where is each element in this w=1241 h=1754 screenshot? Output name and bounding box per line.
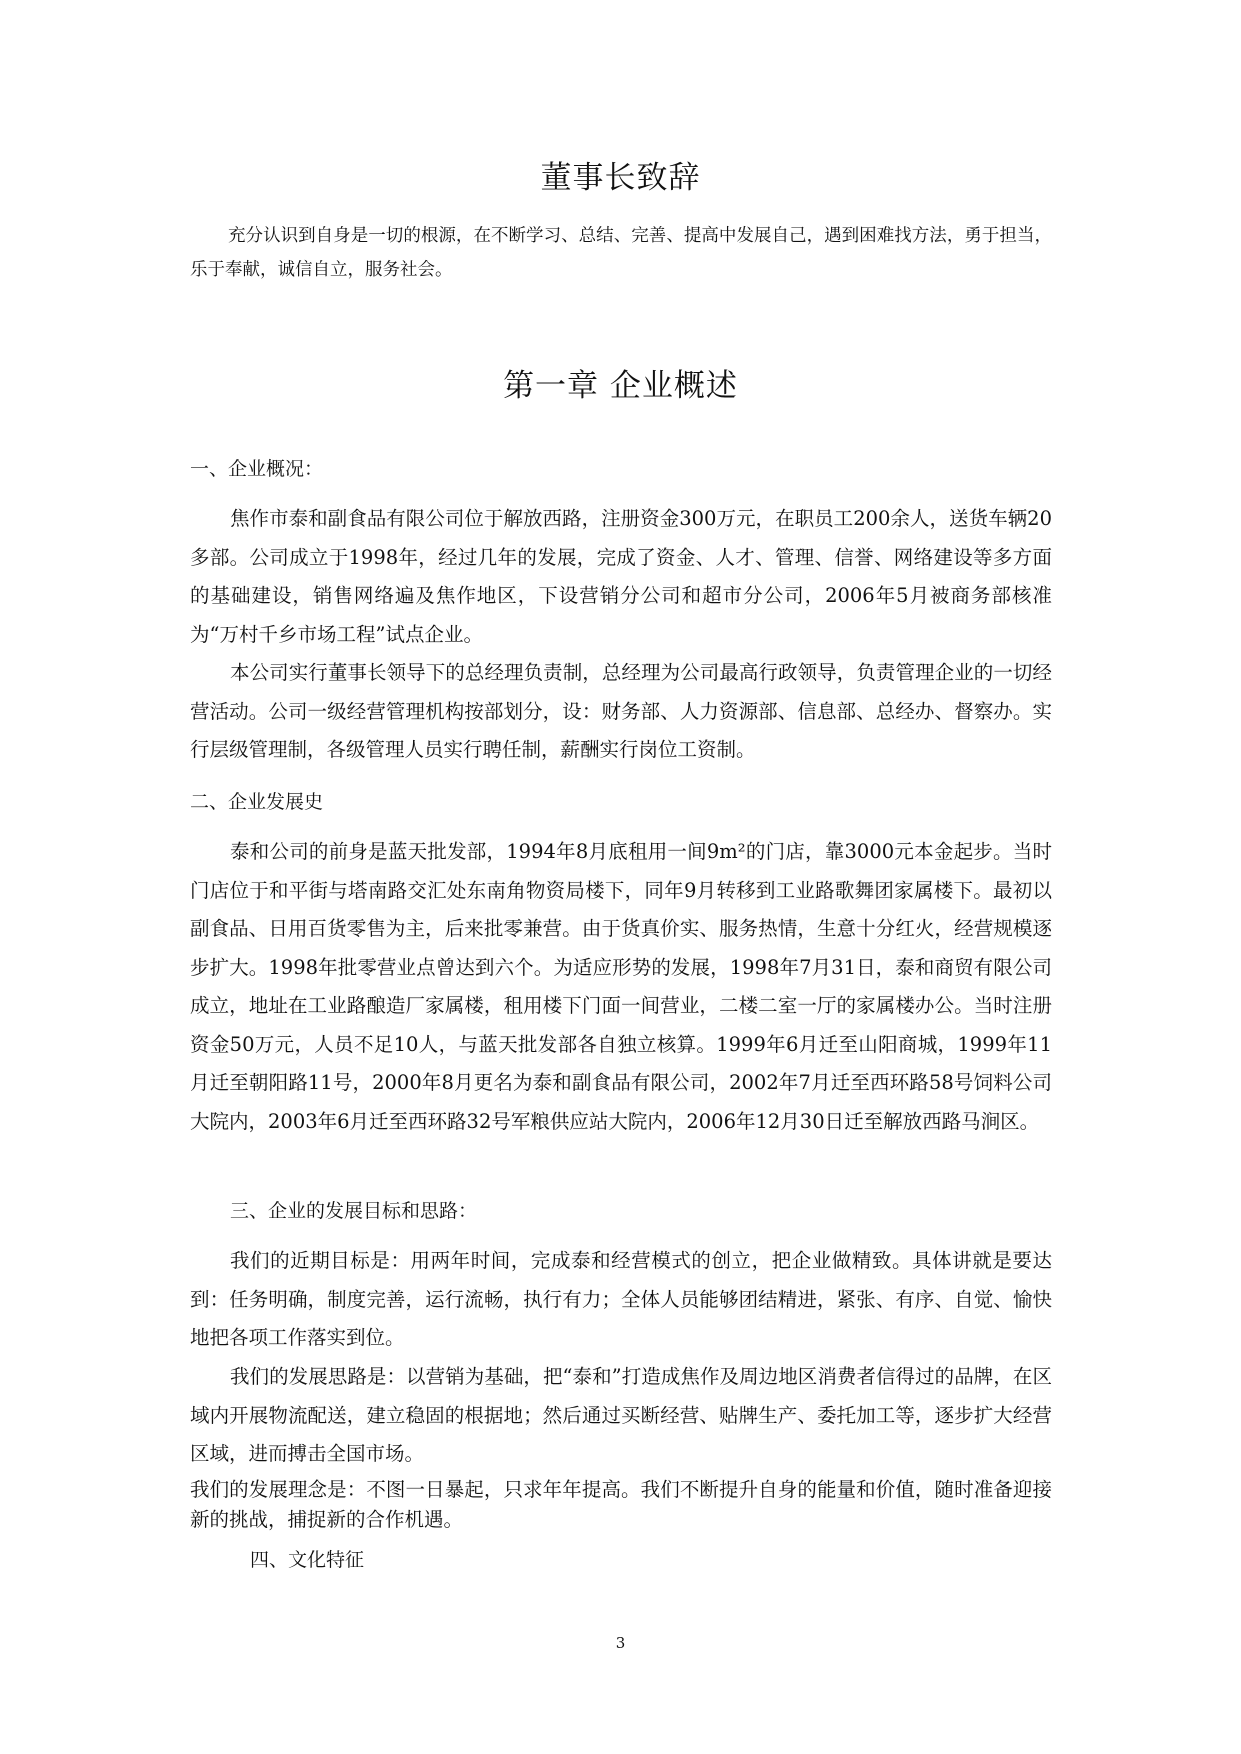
section3-paragraph-2: 我们的发展思路是：以营销为基础，把“泰和”打造成焦作及周边地区消费者信得过的品牌，在区域内开展物流配送，建立稳固的根据地；然后通过买断经营、贴牌生产、委托加工等，逐步扩大经营区域，进而搏击全国市场。 bbox=[190, 1365, 1052, 1465]
section-heading-2: 二、企业发展史 bbox=[190, 791, 324, 813]
section3-paragraph-1: 我们的近期目标是：用两年时间，完成泰和经营模式的创立，把企业做精致。具体讲就是要达到：任务明确，制度完善，运行流畅，执行有力；全体人员能够团结精进，紧张、有序、自觉、愉快地把各项工作落实到位。 bbox=[190, 1249, 1052, 1349]
section1-paragraph-2: 本公司实行董事长领导下的总经理负责制，总经理为公司最高行政领导，负责管理企业的一切经营活动。公司一级经营管理机构按部划分，设：财务部、人力资源部、信息部、总经办、督察办。实行层级管理制，各级管理人员实行聘任制，薪酬实行岗位工资制。 bbox=[190, 661, 1052, 761]
section-heading-4: 四、文化特征 bbox=[250, 1549, 365, 1571]
chapter-title: 第一章 企业概述 bbox=[503, 368, 738, 404]
section-heading-1: 一、企业概况： bbox=[190, 458, 324, 480]
section2-paragraph: 泰和公司的前身是蓝天批发部，1994年8月底租用一间9m²的门店，靠3000元本金起步。当时门店位于和平街与塔南路交汇处东南角物资局楼下，同年9月转移到工业路歌舞团家属楼下。最初以副食品、日用百货零售为主，后来批零兼营。由于货真价实、服务热情，生意十分红火，经营规模逐步扩大。1998年批零营业点曾达到六个。为适应形势的发展，1998年7月31日，泰和商贸有限公司成立，地址在工业路酿造厂家属楼，租用楼下门面一间营业，二楼二室一厅的家属楼办公。当时注册资金50万元，人员不足10人，与蓝天批发部各自独立核算。1999年6月迁至山阳商城，1999年11月迁至朝阳路11号，2000年8月更名为泰和副食品有限公司，2002年7月迁至西环路58号饲料公司大院内，2003年6月迁至西环路32号军粮供应站大院内，2006年12月30日迁至解放西路马涧区。 bbox=[190, 840, 1052, 1133]
chairman-paragraph: 充分认识到自身是一切的根源，在不断学习、总结、完善、提高中发展自己，遇到困难找方法，勇于担当，乐于奉献，诚信自立，服务社会。 bbox=[190, 226, 1052, 280]
chairman-title: 董事长致辞 bbox=[540, 160, 701, 196]
section-heading-3: 三、企业的发展目标和思路： bbox=[230, 1200, 478, 1222]
page-number: 3 bbox=[615, 1634, 626, 1652]
section3-concept: 我们的发展理念是：不图一日暴起，只求年年提高。我们不断提升自身的能量和价值，随时准备迎接新的挑战，捕捉新的合作机遇。 bbox=[190, 1478, 1052, 1531]
section1-paragraph-1: 焦作市泰和副食品有限公司位于解放西路，注册资金300万元，在职员工200余人，送货车辆20多部。公司成立于1998年，经过几年的发展，完成了资金、人才、管理、信誉、网络建设等多方面的基础建设，销售网络遍及焦作地区，下设营销分公司和超市分公司，2006年5月被商务部核准为“万村千乡市场工程”试点企业。 bbox=[190, 507, 1052, 646]
